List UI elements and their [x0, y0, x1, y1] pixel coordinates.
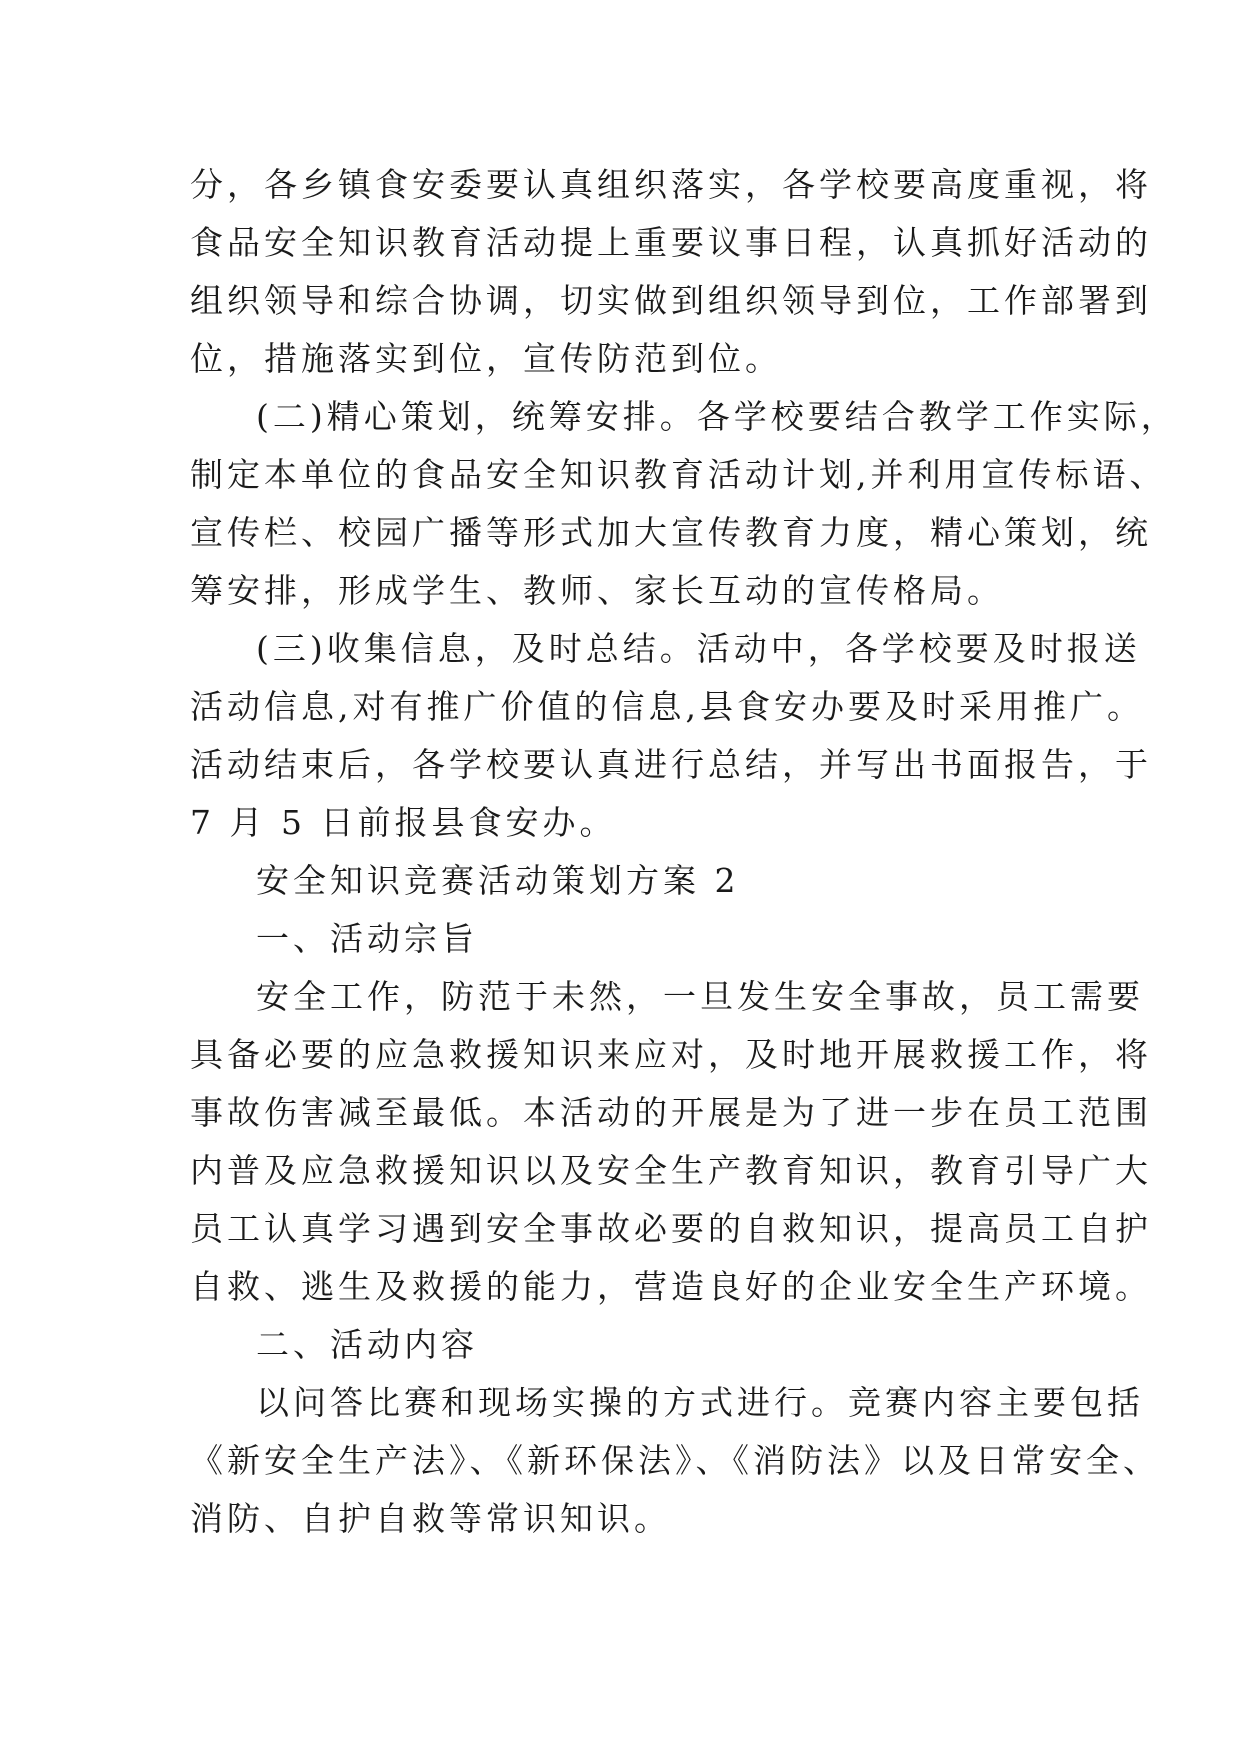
text-line: 自救、逃生及救援的能力，营造良好的企业安全生产环境。	[190, 1267, 1152, 1306]
text-line: 活动信息,对有推广价值的信息,县食安办要及时采用推广。	[190, 687, 1144, 726]
text-line: 分，各乡镇食安委要认真组织落实，各学校要高度重视，将	[190, 165, 1152, 204]
text-line: 员工认真学习遇到安全事故必要的自救知识，提高员工自护	[190, 1209, 1152, 1248]
text-line: 组织领导和综合协调，切实做到组织领导到位，工作部署到	[190, 281, 1152, 320]
text-line: 制定本单位的食品安全知识教育活动计划,并利用宣传标语、	[190, 455, 1167, 494]
text-line: 位，措施落实到位，宣传防范到位。	[190, 339, 782, 378]
text-line: 活动结束后，各学校要认真进行总结，并写出书面报告，于	[190, 745, 1152, 784]
section-heading: 一、活动宗旨	[256, 919, 478, 958]
paragraph-first-line: (三)收集信息，及时总结。活动中，各学校要及时报送	[256, 629, 1141, 668]
text-line: 事故伤害减至最低。本活动的开展是为了进一步在员工范围	[190, 1093, 1152, 1132]
section-heading: 二、活动内容	[256, 1325, 478, 1364]
paragraph-first-line: 安全工作，防范于未然，一旦发生安全事故，员工需要	[256, 977, 1144, 1016]
section-title: 安全知识竞赛活动策划方案 2	[256, 861, 740, 900]
text-line: 食品安全知识教育活动提上重要议事日程，认真抓好活动的	[190, 223, 1152, 262]
text-line: 筹安排，形成学生、教师、家长互动的宣传格局。	[190, 571, 1004, 610]
text-line: 内普及应急救援知识以及安全生产教育知识，教育引导广大	[190, 1151, 1152, 1190]
document-body	[190, 156, 1178, 1548]
text-line: 《新安全生产法》、《新环保法》、《消防法》以及日常安全、	[190, 1441, 1160, 1480]
text-line: 宣传栏、校园广播等形式加大宣传教育力度，精心策划，统	[190, 513, 1152, 552]
paragraph-first-line: 以问答比赛和现场实操的方式进行。竞赛内容主要包括	[256, 1383, 1144, 1422]
paragraph-first-line: (二)精心策划，统筹安排。各学校要结合教学工作实际，	[256, 397, 1178, 436]
text-line: 具备必要的应急救援知识来应对，及时地开展救援工作，将	[190, 1035, 1152, 1074]
text-line: 7 月 5 日前报县食安办。	[190, 803, 617, 842]
text-line: 消防、自护自救等常识知识。	[190, 1499, 671, 1538]
